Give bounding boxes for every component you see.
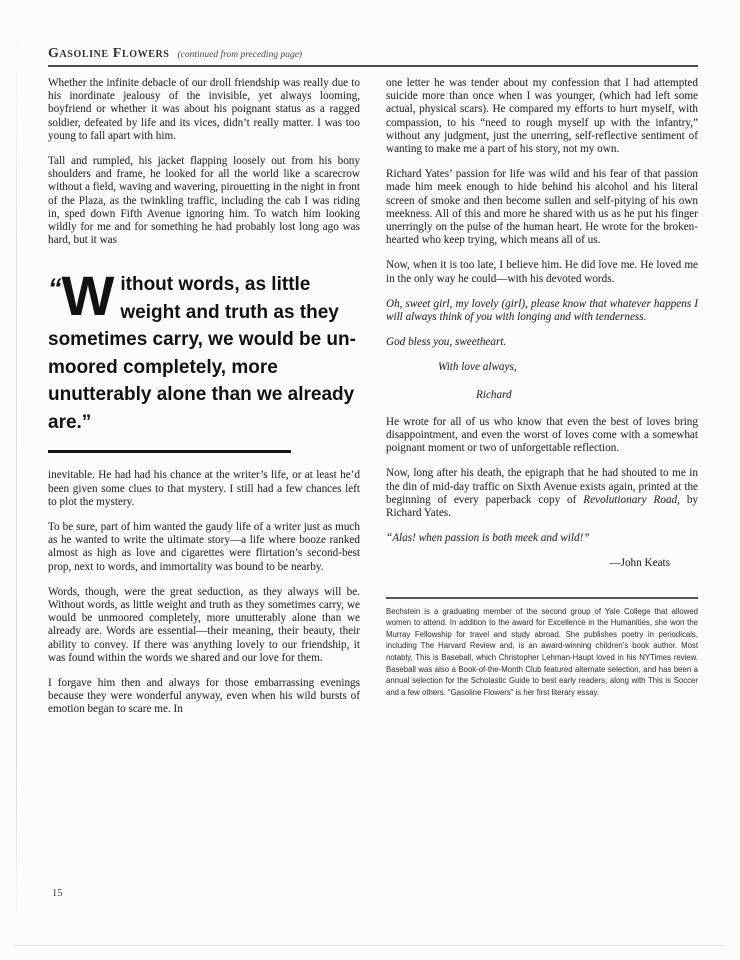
page-edge-shadow-bottom <box>14 945 724 946</box>
letter-signature: Richard <box>476 388 512 401</box>
page-content <box>48 44 698 729</box>
body-paragraph: To be sure, part of him wanted the gaudy life of a writer just as much as he wanted to write the ultimate story—a life where booze ranked almost as high as love and cigarettes were flirtation’s second-best prop, next to words, and immortality was bound to be nearby. <box>48 521 360 573</box>
left-column <box>48 77 360 729</box>
pull-quote-text: ithout words, as little weight and truth as they sometimes carry, we would be un-moored completely, more unutterably alone than we already are.” <box>48 274 356 433</box>
letter-paragraph: God bless you, sweetheart. <box>386 336 507 349</box>
pull-quote <box>48 264 360 453</box>
continuation-note: (continued from preceding page) <box>177 50 303 60</box>
pull-quote-dropcap: W <box>61 264 115 328</box>
running-header <box>48 44 698 62</box>
page-edge-shadow-left <box>16 20 17 940</box>
body-paragraph: Now, when it is too late, I believe him. He did love me. He loved me in the only way he could—with his devoted words. <box>386 259 698 285</box>
book-title: Revolutionary Road <box>583 493 678 506</box>
body-paragraph: inevitable. He had had his chance at the writer’s life, or at least he’d been given some clues to that mystery. I still had a few chances left to plot the mystery. <box>48 469 360 508</box>
epigraph-attribution: —John Keats <box>609 557 670 570</box>
letter-paragraph: Oh, sweet girl, my lovely (girl), please know that whatever happens I will always think of you with longing and with tenderness. <box>386 297 698 324</box>
body-paragraph: Whether the infinite debacle of our droll friendship was really due to his inordinate jealousy of the invisible, yet always looming, boyfriend or whether it was about his poignant status as a ragged soldier, defeated by life and its vices, didn’t really matter. I was too young to fall apart with him. <box>48 77 360 142</box>
body-paragraph <box>386 467 698 520</box>
body-paragraph: Tall and rumpled, his jacket flapping loosely out from his bony shoulders and frame, he looked for all the world like a scarecrow without a field, waving and wavering, pirouetting in the night in front of the Plaza, as the twinkling traffic, including the cab I was riding in, sped down Fifth Avenue ignoring him. To watch him looking wildly for me and for something he had probably lost long ago was hard, but it was <box>48 155 360 247</box>
author-bio-block <box>386 597 698 699</box>
letter-signoff: With love always, <box>438 361 517 374</box>
article-title: Gasoline Flowers <box>48 46 170 61</box>
body-paragraph: He wrote for all of us who know that even the best of loves bring disappointment, and even the worst of loves come with a somewhat poignant moment or two of unforgettable reflection. <box>386 415 698 455</box>
header-rule <box>48 65 698 67</box>
author-bio: Bechstein is a graduating member of the second group of Yale College that allowed women to attend. In addition to the award for Excellence in the Humanities, she won the Murray Fellowship for travel and study abroad. She publishes poetry in periodicals, including The Harvard Review and, is an award-winning children’s book author. Most notably, This is Baseball, which Christopher Lehman-Haupt loved in his NYTimes review. Baseball was also a Book-of-the-Month Club featured alternate selection, and has been a annual selection for the Scholastic Guide to best early readers, along with This is Soccer and a few others. “Gasoline Flowers” is her first literary essay. <box>386 606 698 697</box>
right-column <box>386 77 698 729</box>
two-column-body <box>48 77 698 729</box>
pull-quote-rule <box>48 450 291 453</box>
pull-quote-lead <box>48 264 115 328</box>
body-paragraph: Richard Yates’ passion for life was wild and his fear of that passion made him meek enough to hide behind his alcohol and his literal screen of smoke and then become sullen and self-pitying of his own meekness. All of this and more he shared with us as he put his finger unerringly on the pulse of the human heart. He wrote for the broken-hearted who keep trying, which means all of us. <box>386 168 698 247</box>
paragraph-segment: , by Richard Yates. <box>386 493 699 520</box>
epigraph-quote: “Alas! when passion is both meek and wild!” <box>386 532 590 545</box>
body-paragraph: Words, though, were the great seduction, as they always will be. Without words, as little weight and truth as they sometimes carry, we would be unmoored completely, more unutterably alone than we already are. Words are essential—their meaning, their beauty, their ability to convey. If there was anything lovely to our friendship, it was found within the words we shared and our love for them. <box>48 585 360 664</box>
body-paragraph: one letter he was tender about my confession that I had attempted suicide more than once when I was younger, (which had left some actual, physical scars). He compared my efforts to hurt myself, with compassion, to his “need to rough myself up with the infantry,” without any judgment, just the unerring, self-reflective sentiment of wanting to make me a part of his story, not my own. <box>386 77 698 156</box>
body-paragraph: I forgave him then and always for those embarrassing evenings because they were wonderful anyway, even when his wild bursts of emotion began to scare me. In <box>48 677 360 716</box>
page-number: 15 <box>52 888 63 899</box>
pull-quote-open-mark: “ <box>48 273 59 304</box>
paragraph-segment: Now, long after his death, the epigraph that he had shouted to me in the din of mid-day traffic on Sixth Avenue exists again, printed at the beginning of every paperback copy of <box>386 467 698 506</box>
